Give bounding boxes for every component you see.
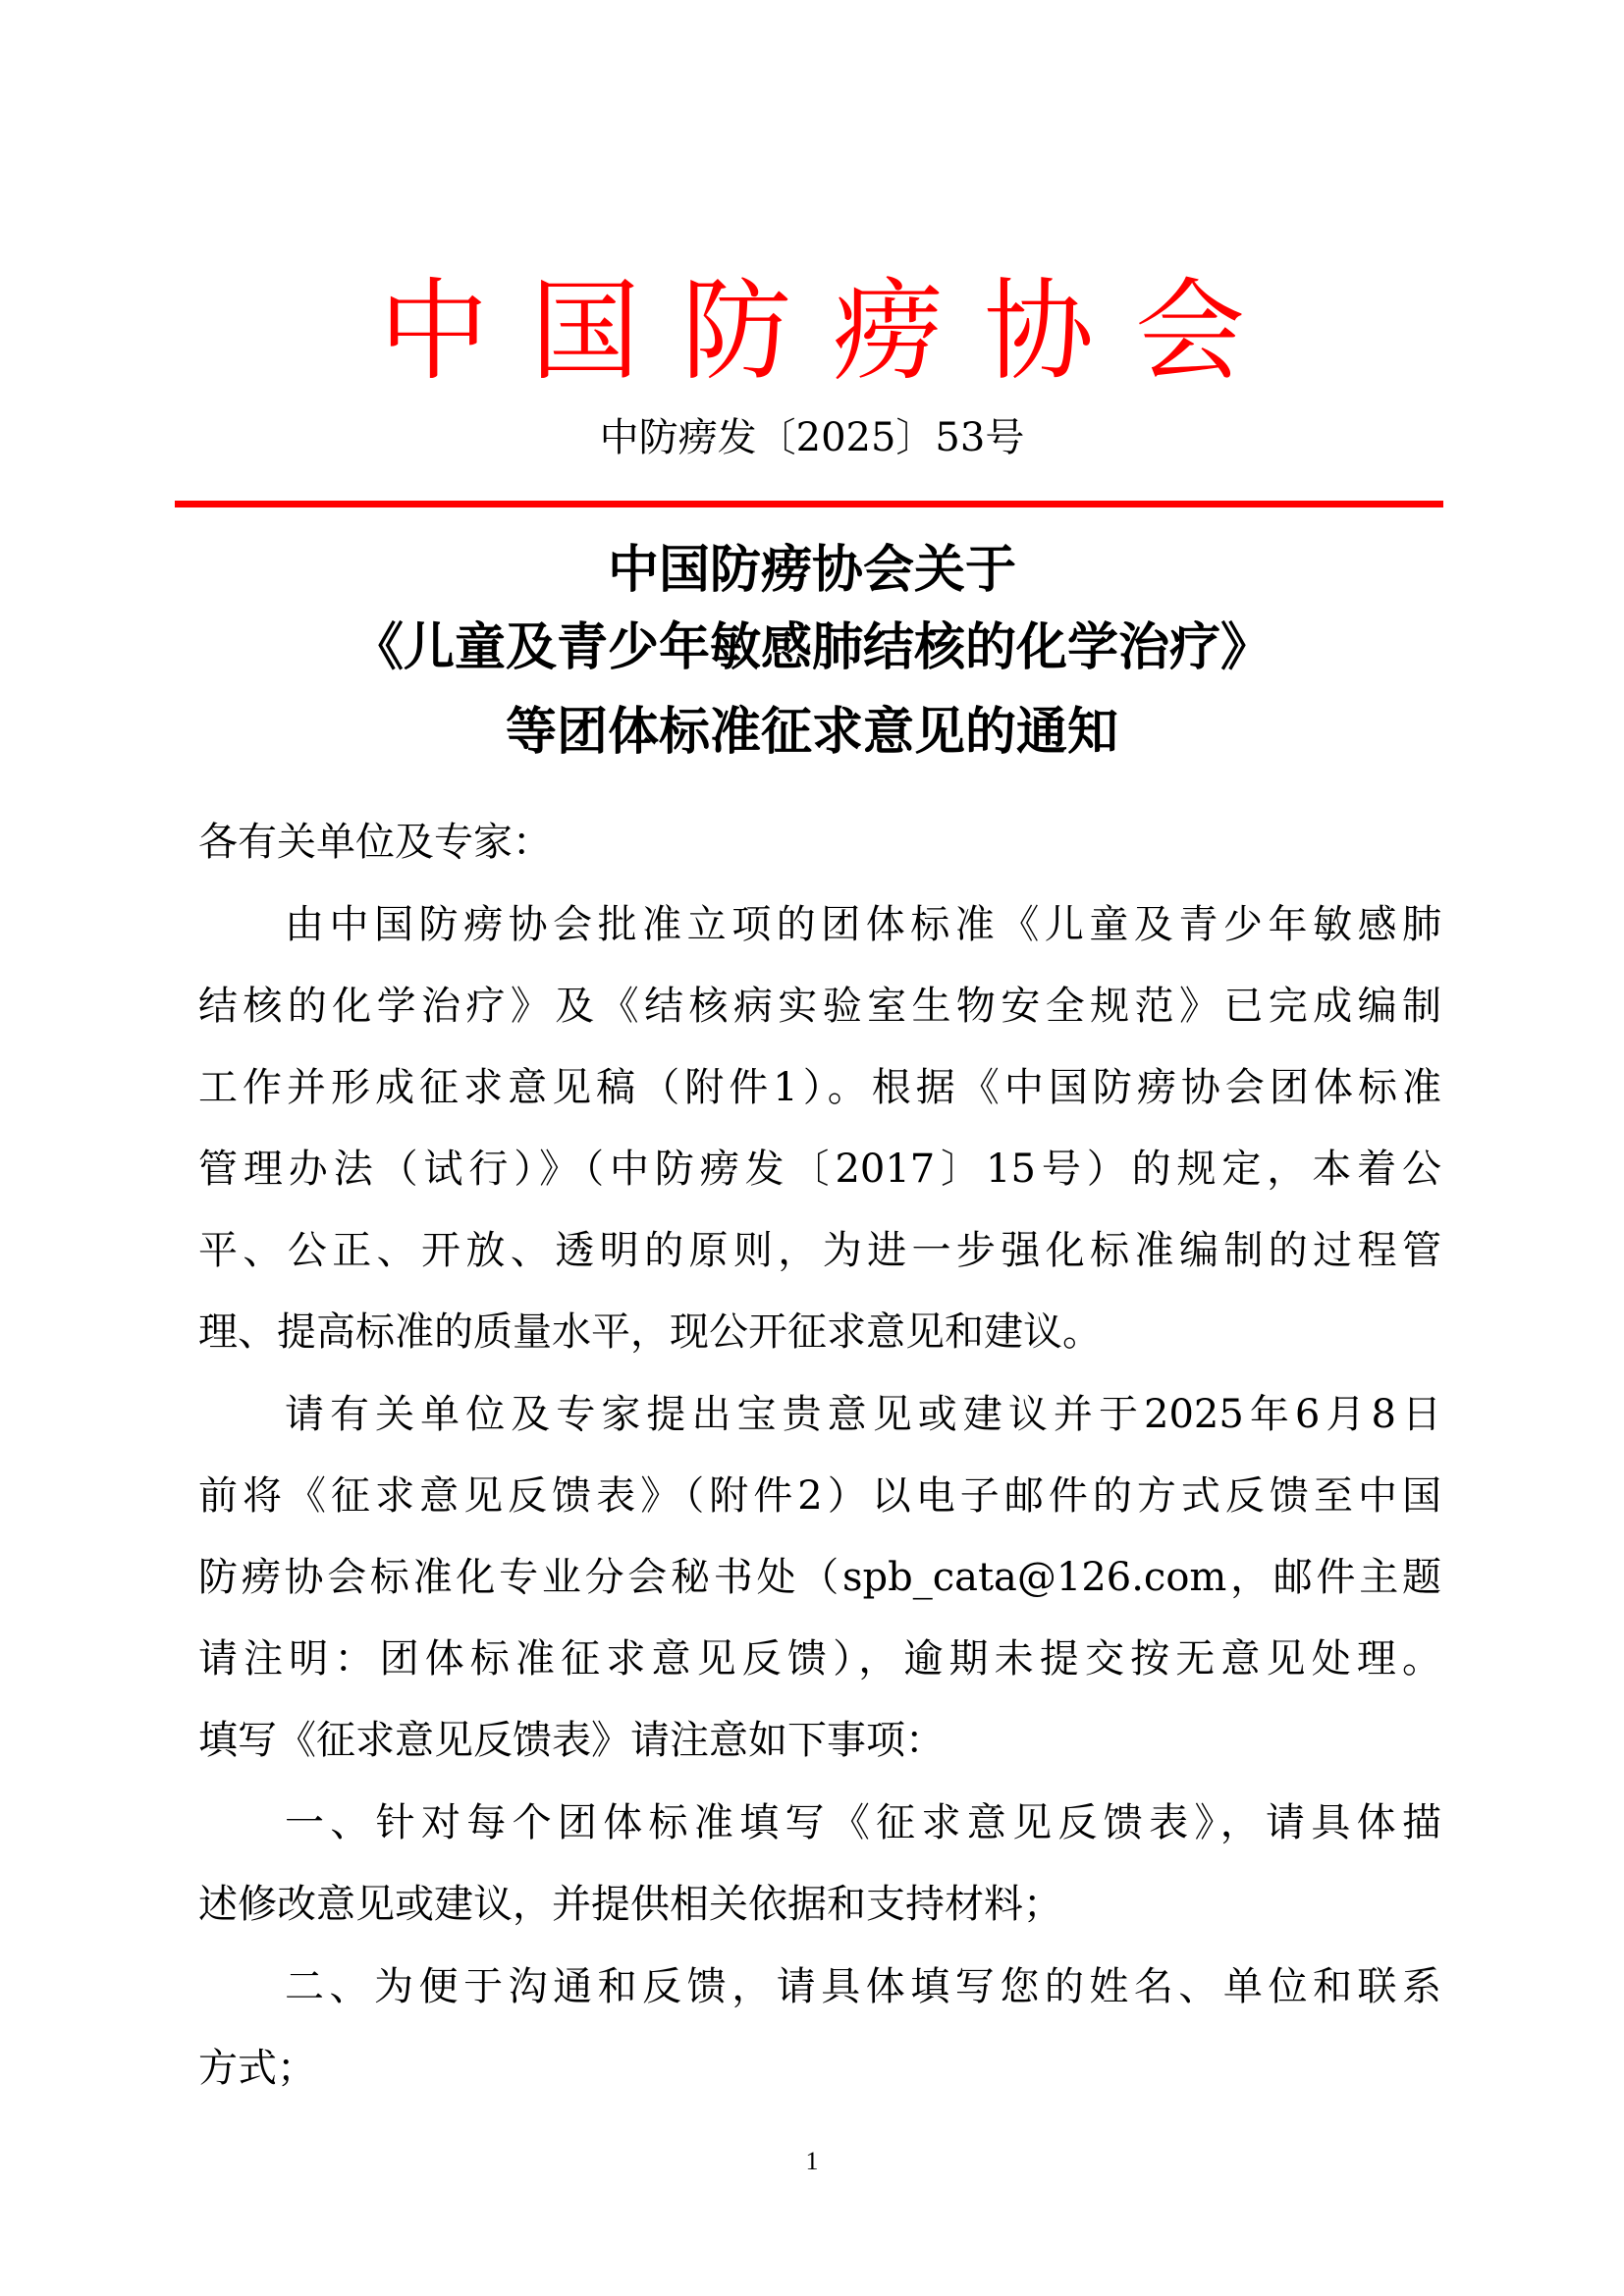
salutation: 各有关单位及专家：	[198, 820, 552, 865]
item-1-line-2: 述修改意见或建议，并提供相关依据和支持材料；	[198, 1882, 1062, 1927]
paragraph-1-line-1: 由中国防痨协会批准立项的团体标准《儿童及青少年敏感肺	[285, 902, 1441, 947]
paragraph-1-line-6: 理、提高标准的质量水平，现公开征求意见和建议。	[198, 1309, 1102, 1355]
document-title-line-2: 《儿童及青少年敏感肺结核的化学治疗》	[352, 617, 1272, 677]
paragraph-1-line-3: 工作并形成征求意见稿（附件1）。根据《中国防痨协会团体标准	[198, 1065, 1441, 1110]
item-2-line-1: 二、为便于沟通和反馈，请具体填写您的姓名、单位和联系	[285, 1964, 1441, 2009]
paragraph-2-line-4: 请注明：团体标准征求意见反馈），逾期未提交按无意见处理。	[198, 1636, 1441, 1682]
paragraph-1-line-4: 管理办法（试行）》（中防痨发〔2017〕15号）的规定，本着公	[198, 1147, 1441, 1192]
document-title-line-1: 中国防痨协会关于	[607, 540, 1016, 600]
red-divider-line	[175, 501, 1443, 507]
item-1-line-1: 一、针对每个团体标准填写《征求意见反馈表》，请具体描	[285, 1800, 1441, 1845]
paragraph-2-line-5: 填写《征求意见反馈表》请注意如下事项：	[198, 1718, 945, 1763]
page-number: 1	[805, 2147, 819, 2175]
document-title-line-3: 等团体标准征求意见的通知	[505, 702, 1118, 762]
paragraph-2-line-3: 防痨协会标准化专业分会秘书处（spb_cata@126.com，邮件主题	[198, 1555, 1441, 1600]
issuing-organization-header: 中国防痨协会	[379, 268, 1286, 396]
paragraph-1-line-2: 结核的化学治疗》及《结核病实验室生物安全规范》已完成编制	[198, 984, 1441, 1029]
item-2-line-2: 方式；	[198, 2046, 316, 2091]
document-number: 中防痨发〔2025〕53号	[599, 415, 1025, 460]
paragraph-2-line-1: 请有关单位及专家提出宝贵意见或建议并于2025年6月8日	[285, 1392, 1441, 1437]
paragraph-1-line-5: 平、公正、开放、透明的原则，为进一步强化标准编制的过程管	[198, 1228, 1441, 1273]
paragraph-2-line-2: 前将《征求意见反馈表》（附件2）以电子邮件的方式反馈至中国	[198, 1473, 1441, 1519]
